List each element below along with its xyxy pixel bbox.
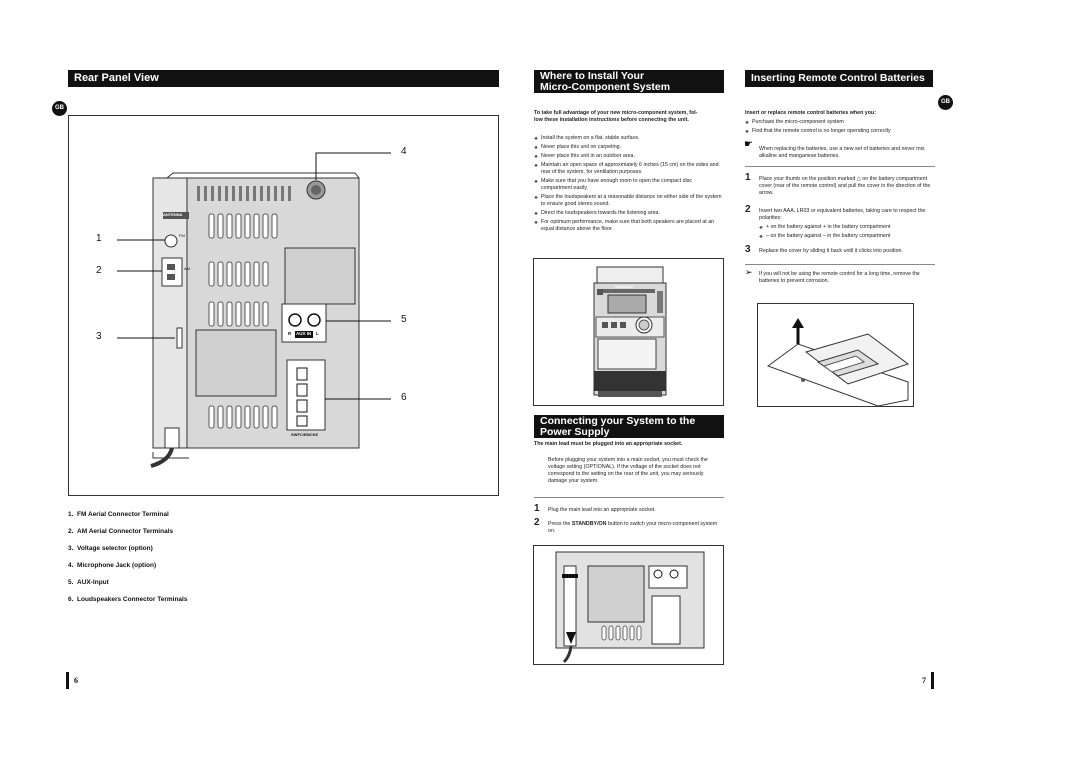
- battery-step-2: 2 Insert two AAA, LR03 or equivalent batteries, taking care to respect the polarities:: [745, 204, 926, 221]
- bullet-item: ❖ Make sure that you have enough room to open the compact disc compartment easily.: [534, 178, 724, 192]
- install-bullets: [534, 135, 724, 235]
- device-front-drawing: [534, 259, 725, 407]
- callout-2: 2: [96, 265, 102, 276]
- bullet-item: ❖ Never place this unit on carpeting.: [534, 144, 724, 151]
- rear-panel-illustration: [68, 115, 499, 496]
- bullet-item: ❖ Install the system on a flat, stable surface.: [534, 135, 724, 142]
- bullet-item: ❖ Purchase the micro-component system: [745, 119, 935, 126]
- aux-l-label: L: [316, 331, 319, 336]
- callout-4: 4: [401, 146, 407, 157]
- battery-step-3: 3 Replace the cover by sliding it back until it clicks into position.: [745, 244, 903, 255]
- batteries-note: When replacing the batteries, use a new set of batteries and never mix alkaline and manganese batteries.: [759, 146, 925, 159]
- batteries-intro: Insert or replace remote control batteries when you:: [745, 110, 876, 116]
- language-badge-gb: GB: [52, 101, 67, 116]
- pointing-hand-icon: ➢: [745, 267, 753, 277]
- power-intro: The main lead must be plugged into an appropriate socket.: [534, 441, 683, 447]
- polarity-item: ❖ + on the battery against + in the battery compartment: [759, 224, 935, 231]
- bullet-item: ❖ Find that the remote control is no longer operating correctly: [745, 128, 935, 135]
- callout-6: 6: [401, 392, 407, 403]
- batteries-bullets: [745, 119, 935, 137]
- language-badge-gb: GB: [938, 95, 953, 110]
- power-connection-drawing: [534, 546, 725, 666]
- page-number-right: 7: [922, 676, 926, 685]
- antenna-label: ANTENNA: [163, 212, 183, 217]
- rear-panel-title: Rear Panel View: [68, 70, 499, 87]
- callout-1: 1: [96, 233, 102, 244]
- power-step-1: 1 Plug the main lead into an appropriate socket.: [534, 503, 656, 514]
- page-marker-left: [66, 672, 69, 689]
- remote-control-drawing: [758, 304, 915, 408]
- callout-5: 5: [401, 314, 407, 325]
- callout-3: 3: [96, 331, 102, 342]
- aux-in-label: AUX IN: [296, 331, 312, 336]
- page-number-left: 6: [74, 676, 78, 685]
- aux-r-label: R: [288, 331, 292, 336]
- batteries-tip: If you will not be using the remote control for a long time, remove the batteries to prevent corrosion.: [759, 271, 920, 284]
- pointing-hand-icon: ☛: [744, 139, 753, 150]
- bullet-item: ❖ Never place this unit in an outdoor area.: [534, 153, 724, 160]
- legend-item: 1. FM Aerial Connector Terminal: [68, 511, 169, 518]
- polarity-item: ❖ – on the battery against – in the battery compartment: [759, 233, 935, 240]
- bullet-item: ❖ Place the loudspeakers at a reasonable distance on either side of the system to ensure good stereo sound.: [534, 194, 724, 208]
- bullet-item: ❖ For optimum performance, make sure that both speakers are placed at an equal distance above the floor.: [534, 219, 724, 233]
- power-connection-illustration: [533, 545, 724, 665]
- battery-step-1: 1 Place your thumb on the position marked △ on the battery compartment cover (rear of the remote control) and pull the cover in the direction of the arrow.: [745, 172, 931, 196]
- divider: [745, 166, 935, 167]
- legend-item: 3. Voltage selector (option): [68, 545, 153, 552]
- legend-item: 2. AM Aerial Connector Terminals: [68, 528, 174, 535]
- install-intro: To take full advantage of your new micro-component system, fol- low these installation instructions before connecting the unit.: [534, 110, 698, 123]
- remote-control-illustration: [757, 303, 914, 407]
- legend-item: 5. AUX-Input: [68, 579, 109, 586]
- polarity-list: [759, 224, 935, 242]
- bullet-item: ❖ Maintain an open space of approximately 6 inches (15 cm) on the sides and rear of the system, for ventilation purposes.: [534, 162, 724, 176]
- power-supply-title: Connecting your System to the Power Supply: [534, 415, 724, 438]
- legend-item: 6. Loudspeakers Connector Terminals: [68, 596, 188, 603]
- divider: [534, 497, 724, 498]
- power-step-2: 2 Press the STANDBY/ON button to switch your micro-component system on.: [534, 517, 718, 534]
- divider: [745, 264, 935, 265]
- device-front-illustration: [533, 258, 724, 406]
- page-marker-right: [931, 672, 934, 689]
- rear-panel-drawing: [69, 116, 500, 497]
- power-note: Before plugging your system into a main socket, you must check the voltage setting (OPTIONAL). If the voltage of the socket does not correspond to the setting on the rear of the unit, you may seriously damage your system.: [548, 457, 708, 484]
- am-label: AM: [184, 266, 190, 271]
- legend-item: 4. Microphone Jack (option): [68, 562, 157, 569]
- device-brand: SAMSUNG: [615, 285, 633, 289]
- speaker-terminal-label: SWFC/EMCHZ: [291, 432, 319, 437]
- fm-label: FM: [179, 233, 185, 238]
- install-title: Where to Install Your Micro-Component System: [534, 70, 724, 93]
- batteries-title: Inserting Remote Control Batteries: [745, 70, 933, 87]
- bullet-item: ❖ Direct the loudspeakers towards the listening area.: [534, 210, 724, 217]
